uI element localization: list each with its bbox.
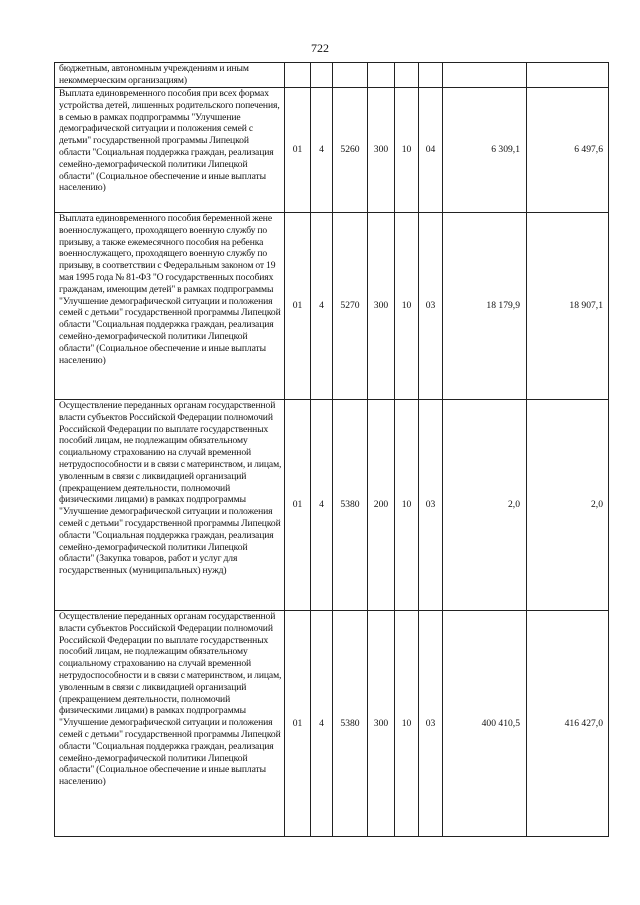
amount-year-1: 400 410,5 (443, 611, 527, 837)
amount-year-2: 18 907,1 (527, 213, 609, 400)
section-code: 10 (395, 213, 419, 400)
subprogram-code: 4 (311, 88, 333, 213)
subsection-code: 03 (419, 213, 443, 400)
amount-year-2 (527, 63, 609, 88)
subsection-code: 04 (419, 88, 443, 213)
amount-year-2: 6 497,6 (527, 88, 609, 213)
expense-type-code: 300 (368, 611, 395, 837)
table-row (55, 400, 609, 611)
page-number: 722 (311, 41, 329, 55)
subprogram-code: 4 (311, 213, 333, 400)
program-code: 01 (285, 213, 311, 400)
expense-type-code: 300 (368, 88, 395, 213)
table-row (55, 63, 609, 88)
expense-type-code: 200 (368, 400, 395, 611)
row-description: Осуществление переданных органам государственной власти субъектов Российской Федерации полномочий Российской Федерации по выплате государственных пособий лицам, не подлежащим обязательному социальному страхованию на случай временной нетрудоспособности и в связи с материнством, и лицам, уволенным в связи с ликвидацией организаций (прекращением деятельности, полномочий физическими лицами) в рамках подпрограммы "Улучшение демографической ситуации и положения семей с детьми" государственной программы Липецкой области "Социальная поддержка граждан, реализация семейно-демографической политики Липецкой области" (Социальное обеспечение и иные выплаты населению) (55, 611, 285, 837)
subsection-code: 03 (419, 400, 443, 611)
direction-code (333, 63, 368, 88)
row-description: Выплата единовременного пособия при всех формах устройства детей, лишенных родительского попечения, в семью в рамках подпрограммы "Улучшение демографической ситуации и положения семей с детьми" государственной программы Липецкой области "Социальная поддержка граждан, реализация семейно-демографической политики Липецкой области" (Социальное обеспечение и иные выплаты населению) (55, 88, 285, 213)
table-row (55, 88, 609, 213)
subsection-code: 03 (419, 611, 443, 837)
amount-year-1: 18 179,9 (443, 213, 527, 400)
amount-year-1: 2,0 (443, 400, 527, 611)
direction-code: 5380 (333, 400, 368, 611)
section-code: 10 (395, 611, 419, 837)
budget-table (54, 62, 609, 837)
program-code (285, 63, 311, 88)
expense-type-code: 300 (368, 213, 395, 400)
subsection-code (419, 63, 443, 88)
row-description: бюджетным, автономным учреждениям и иным некоммерческим организациям) (55, 63, 285, 88)
subprogram-code: 4 (311, 611, 333, 837)
direction-code: 5270 (333, 213, 368, 400)
subprogram-code: 4 (311, 400, 333, 611)
program-code: 01 (285, 400, 311, 611)
row-description: Выплата единовременного пособия беременной жене военнослужащего, проходящего военную службу по призыву, а также ежемесячного пособия на ребенка военнослужащего, проходящего военную службу по призыву, в соответствии с Федеральным законом от 19 мая 1995 года № 81-ФЗ "О государственных пособиях гражданам, имеющим детей" в рамках подпрограммы "Улучшение демографической ситуации и положения семей с детьми" государственной программы Липецкой области "Социальная поддержка граждан, реализация семейно-демографической политики Липецкой области" (Социальное обеспечение и иные выплаты населению) (55, 213, 285, 400)
table-row (55, 213, 609, 400)
section-code: 10 (395, 400, 419, 611)
program-code: 01 (285, 611, 311, 837)
amount-year-1 (443, 63, 527, 88)
amount-year-1: 6 309,1 (443, 88, 527, 213)
section-code: 10 (395, 88, 419, 213)
amount-year-2: 2,0 (527, 400, 609, 611)
amount-year-2: 416 427,0 (527, 611, 609, 837)
row-description: Осуществление переданных органам государственной власти субъектов Российской Федерации полномочий Российской Федерации по выплате государственных пособий лицам, не подлежащим обязательному социальному страхованию на случай временной нетрудоспособности и в связи с материнством, и лицам, уволенным в связи с ликвидацией организаций (прекращением деятельности, полномочий физическими лицами) в рамках подпрограммы "Улучшение демографической ситуации и положения семей с детьми" государственной программы Липецкой области "Социальная поддержка граждан, реализация семейно-демографической политики Липецкой области" (Закупка товаров, работ и услуг для государственных (муниципальных) нужд) (55, 400, 285, 611)
subprogram-code (311, 63, 333, 88)
table-row (55, 611, 609, 837)
direction-code: 5260 (333, 88, 368, 213)
section-code (395, 63, 419, 88)
program-code: 01 (285, 88, 311, 213)
direction-code: 5380 (333, 611, 368, 837)
expense-type-code (368, 63, 395, 88)
